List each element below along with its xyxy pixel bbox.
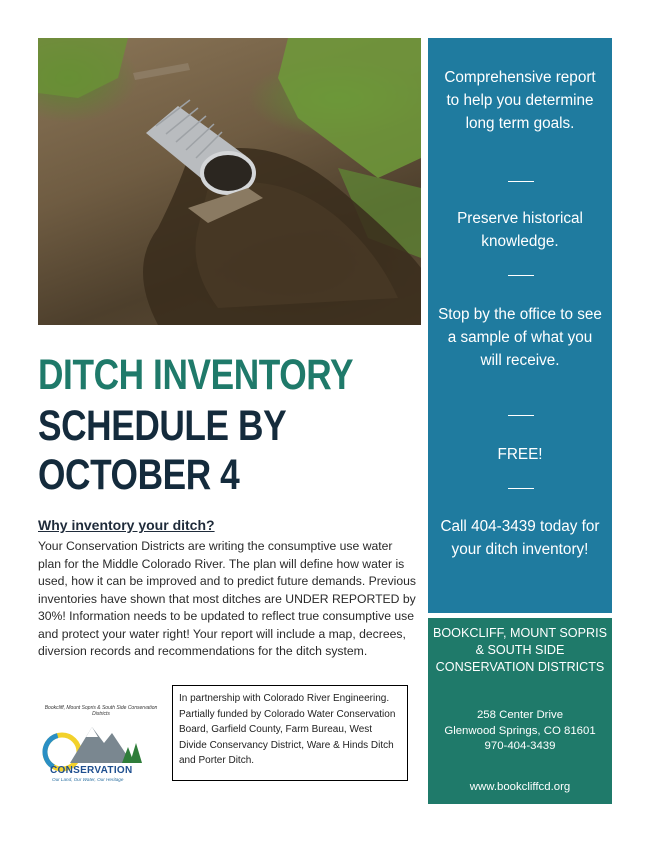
photo-drawing [38, 38, 421, 325]
address-line-2: Glenwood Springs, CO 81601 [444, 724, 596, 737]
title-line-2: SCHEDULE BY [38, 402, 287, 450]
why-body: Your Conservation Districts are writing the consumptive use water plan for the Middle Colorado River. The plan will define how water is used, how it can be improved and to predict future demands. Previous inventories have shown that most ditches are UNDER REPORTED by 30%! Information needs to be updated to reflect true consumptive use and protect your water right! Your report will include a map, decrees, diversion records and recommendations for the ditch system. [38, 539, 417, 658]
title-line-3: OCTOBER 4 [38, 451, 240, 499]
benefit-call-to-action: Call 404-3439 today for your ditch inventory! [440, 518, 600, 558]
contact-footer [428, 618, 612, 804]
address-block [428, 708, 612, 755]
phone-number: 970-404-3439 [484, 740, 556, 752]
benefit-comprehensive-report: Comprehensive report to help you determine long term goals. [444, 69, 596, 132]
logo-districts-text: Bookcliff, Mount Sopris & South Side Conservation Districts [44, 705, 158, 717]
why-heading: Why inventory your ditch? [38, 517, 215, 533]
benefits-sidebar [428, 38, 612, 613]
districts-name: BOOKCLIFF, MOUNT SOPRIS & SOUTH SIDE CONSERVATION DISTRICTS [432, 626, 607, 674]
benefit-sample-office: Stop by the office to see a sample of what you will receive. [438, 306, 602, 369]
address-line-1: 258 Center Drive [476, 709, 564, 721]
benefit-free: FREE! [497, 446, 543, 463]
sidebar-divider [508, 181, 534, 182]
benefit-historical-knowledge: Preserve historical knowledge. [457, 210, 583, 250]
logo-tagline: Our Land, Our Water, Our Heritage [52, 777, 124, 782]
partnership-box: In partnership with Colorado River Engineering. Partially funded by Colorado Water Conservation Board, Garfield County, Farm Bureau, West Divide Conservancy District, Ware & Hinds Ditch and Porter Ditch. [172, 685, 408, 781]
sidebar-divider [508, 275, 534, 276]
sidebar-divider [508, 415, 534, 416]
ditch-photo [38, 38, 421, 325]
conservation-logo [40, 705, 162, 785]
sidebar-divider [508, 488, 534, 489]
title-line-1: DITCH INVENTORY [38, 351, 354, 399]
website-link[interactable]: www.bookcliffcd.org [469, 781, 571, 793]
logo-word: CONSERVATION [50, 765, 133, 776]
